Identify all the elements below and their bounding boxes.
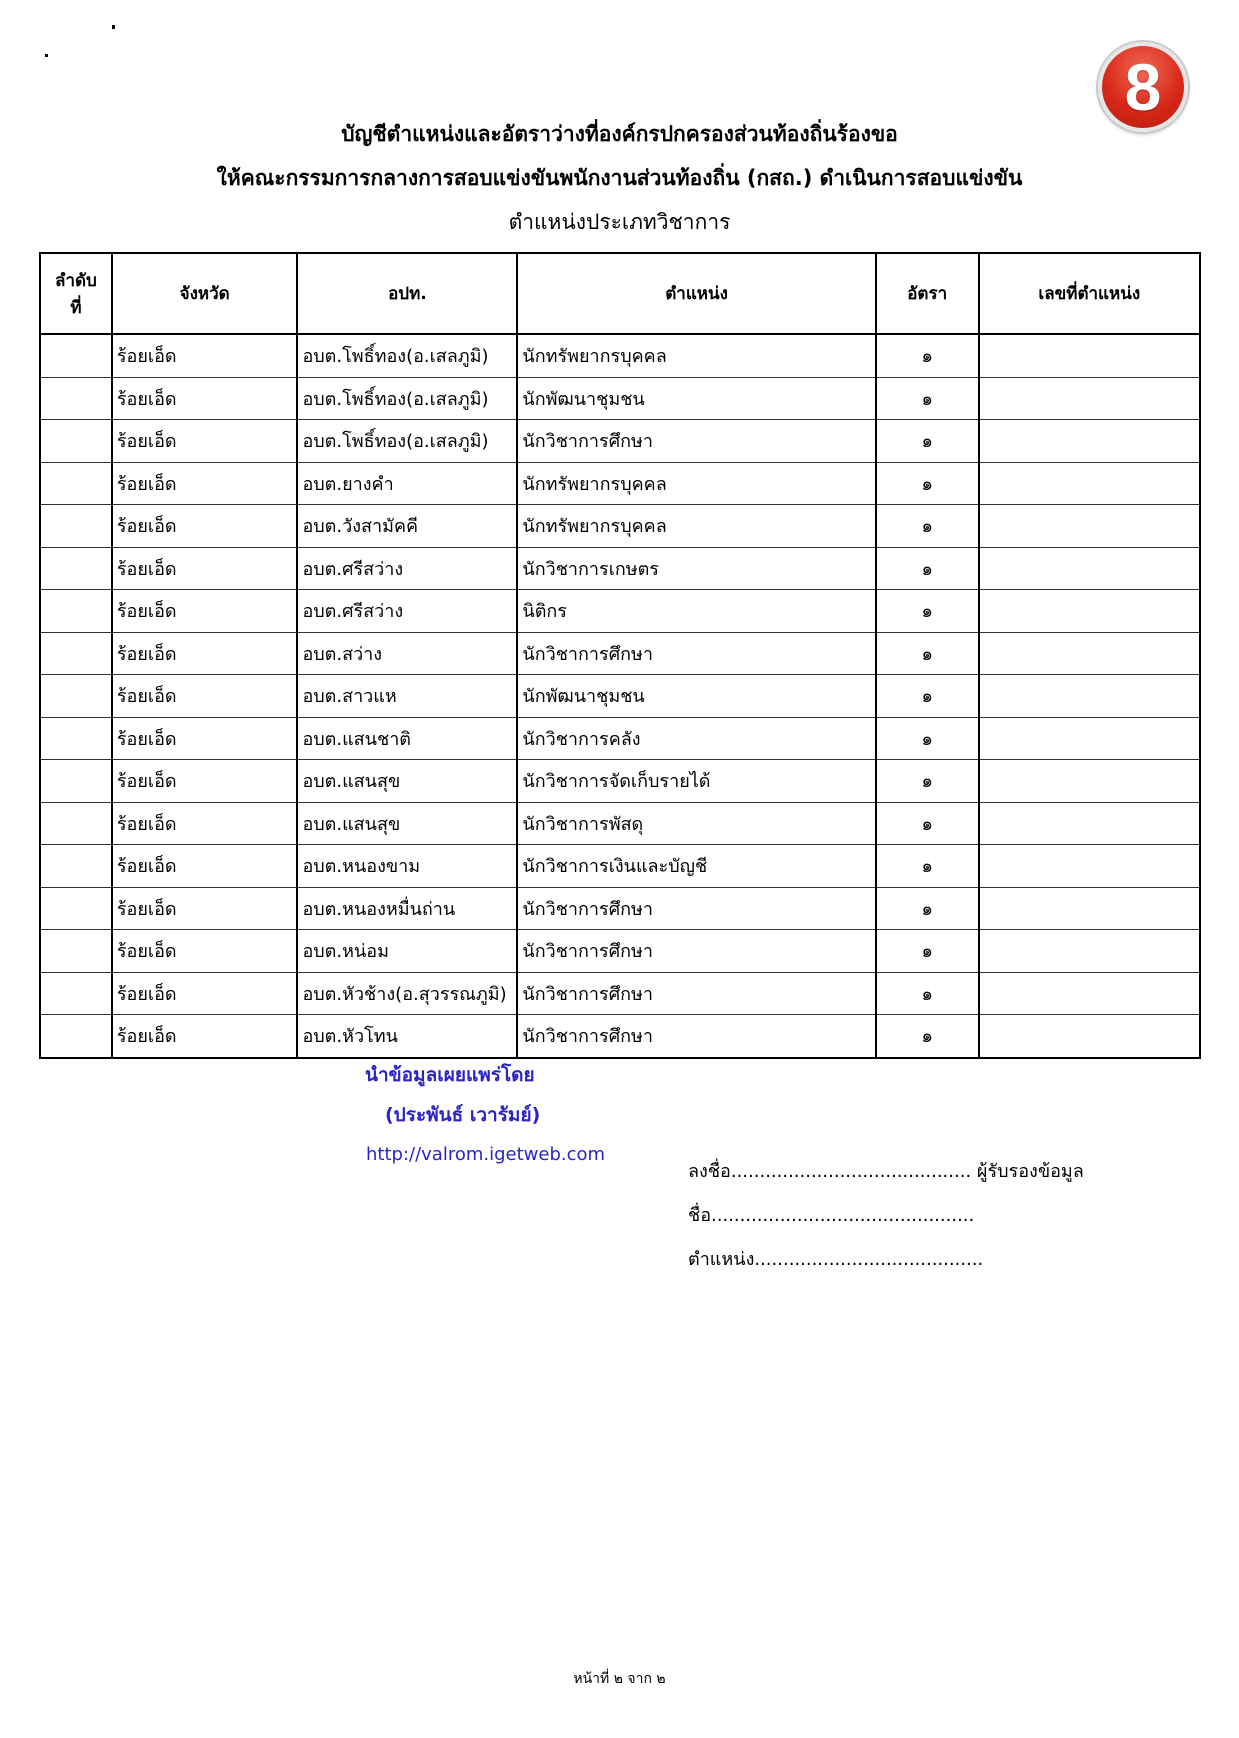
table-row [40, 760, 1200, 803]
cell-position: นักพัฒนาชุมชน [517, 377, 875, 420]
cell-no [40, 334, 112, 377]
cell-org: อบต.ศรีสว่าง [297, 547, 517, 590]
position-category: ตำแหน่งประเภทวิชาการ [508, 210, 731, 234]
cell-position-no [979, 802, 1200, 845]
cell-rate: ๑ [876, 717, 979, 760]
cell-province: ร้อยเอ็ด [112, 420, 298, 463]
cell-position: นักทรัพยากรบุคคล [517, 462, 875, 505]
cell-org: อบต.แสนสุข [297, 760, 517, 803]
cell-position-no [979, 1015, 1200, 1058]
cell-no [40, 377, 112, 420]
cell-province: ร้อยเอ็ด [112, 632, 298, 675]
cell-rate: ๑ [876, 930, 979, 973]
cell-province: ร้อยเอ็ด [112, 760, 298, 803]
document-title: บัญชีตำแหน่งและอัตราว่างที่องค์กรปกครองส่วนท้องถิ่นร้องขอ [341, 122, 898, 146]
table-row [40, 547, 1200, 590]
table-row [40, 717, 1200, 760]
cell-org: อบต.หัวช้าง(อ.สุวรรณภูมิ) [297, 972, 517, 1015]
cell-org: อบต.โพธิ์ทอง(อ.เสลภูมิ) [297, 420, 517, 463]
cell-no [40, 1015, 112, 1058]
cell-org: อบต.หนองขาม [297, 845, 517, 888]
cell-province: ร้อยเอ็ด [112, 377, 298, 420]
table-row [40, 420, 1200, 463]
cell-province: ร้อยเอ็ด [112, 972, 298, 1015]
cell-org: อบต.โพธิ์ทอง(อ.เสลภูมิ) [297, 377, 517, 420]
cell-position-no [979, 590, 1200, 633]
cell-position-no [979, 462, 1200, 505]
cell-rate: ๑ [876, 802, 979, 845]
vacancy-table [39, 252, 1201, 1059]
cell-rate: ๑ [876, 845, 979, 888]
cell-rate: ๑ [876, 420, 979, 463]
cell-no [40, 505, 112, 548]
cell-position-no [979, 760, 1200, 803]
sign-label: ลงชื่อ [688, 1161, 731, 1182]
cell-no [40, 462, 112, 505]
cell-position-no [979, 675, 1200, 718]
cell-rate: ๑ [876, 590, 979, 633]
cell-no [40, 717, 112, 760]
cell-province: ร้อยเอ็ด [112, 675, 298, 718]
cell-org: อบต.วังสามัคคี [297, 505, 517, 548]
table-row [40, 505, 1200, 548]
cell-org: อบต.หัวโทน [297, 1015, 517, 1058]
cell-no [40, 590, 112, 633]
table-row [40, 1015, 1200, 1058]
table-row [40, 632, 1200, 675]
position-label: ตำแหน่ง [688, 1249, 755, 1270]
cell-no [40, 802, 112, 845]
cell-position-no [979, 377, 1200, 420]
cell-province: ร้อยเอ็ด [112, 547, 298, 590]
cell-province: ร้อยเอ็ด [112, 717, 298, 760]
cell-no [40, 632, 112, 675]
cell-position: นักวิชาการศึกษา [517, 420, 875, 463]
cell-org: อบต.สว่าง [297, 632, 517, 675]
col-order-line2: ที่ [70, 297, 82, 318]
cell-position-no [979, 505, 1200, 548]
page-number: หน้าที่ ๒ จาก ๒ [573, 1671, 666, 1687]
col-org: อปท. [297, 253, 517, 334]
cell-org: อบต.แสนชาติ [297, 717, 517, 760]
signature-line [688, 1156, 1084, 1185]
col-order [40, 253, 112, 334]
certifier-label: ผู้รับรองข้อมูล [976, 1161, 1084, 1182]
cell-position: นักวิชาการศึกษา [517, 930, 875, 973]
cell-org: อบต.สาวแห [297, 675, 517, 718]
table-row [40, 462, 1200, 505]
cell-position: นักวิชาการศึกษา [517, 632, 875, 675]
table-row [40, 845, 1200, 888]
cell-position-no [979, 930, 1200, 973]
col-rate: อัตรา [876, 253, 979, 334]
cell-position-no [979, 972, 1200, 1015]
name-dots: .............................................. [711, 1205, 975, 1226]
logo-text: 8 [1124, 50, 1162, 124]
cell-org: อบต.ศรีสว่าง [297, 590, 517, 633]
cell-org: อบต.โพธิ์ทอง(อ.เสลภูมิ) [297, 334, 517, 377]
cell-position: นิติกร [517, 590, 875, 633]
cell-rate: ๑ [876, 462, 979, 505]
col-province: จังหวัด [112, 253, 298, 334]
cell-province: ร้อยเอ็ด [112, 1015, 298, 1058]
sign-dots: .......................................... [730, 1161, 972, 1182]
cell-no [40, 972, 112, 1015]
scan-speck [112, 25, 115, 29]
cell-no [40, 845, 112, 888]
publisher-url[interactable]: http://valrom.igetweb.com [366, 1144, 606, 1165]
cell-rate: ๑ [876, 632, 979, 675]
cell-rate: ๑ [876, 334, 979, 377]
cell-position: นักวิชาการศึกษา [517, 1015, 875, 1058]
cell-province: ร้อยเอ็ด [112, 505, 298, 548]
table-row [40, 675, 1200, 718]
document-subtitle: ให้คณะกรรมการกลางการสอบแข่งขันพนักงานส่วนท้องถิ่น (กสถ.) ดำเนินการสอบแข่งขัน [216, 166, 1023, 190]
col-order-line1: ลำดับ [55, 270, 97, 291]
position-dots: ........................................ [754, 1249, 984, 1270]
cell-no [40, 675, 112, 718]
cell-rate: ๑ [876, 675, 979, 718]
cell-position-no [979, 334, 1200, 377]
cell-no [40, 930, 112, 973]
name-line [688, 1200, 974, 1229]
cell-rate: ๑ [876, 505, 979, 548]
cell-rate: ๑ [876, 547, 979, 590]
cell-no [40, 887, 112, 930]
cell-province: ร้อยเอ็ด [112, 887, 298, 930]
cell-position: นักพัฒนาชุมชน [517, 675, 875, 718]
cell-rate: ๑ [876, 760, 979, 803]
cell-province: ร้อยเอ็ด [112, 845, 298, 888]
cell-org: อบต.แสนสุข [297, 802, 517, 845]
cell-province: ร้อยเอ็ด [112, 462, 298, 505]
position-line [688, 1244, 983, 1273]
table-row [40, 972, 1200, 1015]
publisher-name: (ประพันธ์ เวารัมย์) [385, 1104, 541, 1126]
cell-no [40, 420, 112, 463]
cell-position: นักวิชาการเงินและบัญชี [517, 845, 875, 888]
cell-province: ร้อยเอ็ด [112, 334, 298, 377]
cell-position: นักวิชาการพัสดุ [517, 802, 875, 845]
cell-position: นักวิชาการศึกษา [517, 972, 875, 1015]
cell-position: นักทรัพยากรบุคคล [517, 334, 875, 377]
table-row [40, 334, 1200, 377]
table-row [40, 377, 1200, 420]
name-label: ชื่อ [688, 1205, 712, 1226]
table-row [40, 802, 1200, 845]
cell-position: นักวิชาการจัดเก็บรายได้ [517, 760, 875, 803]
publisher-label: นำข้อมูลเผยแพร่โดย [365, 1064, 535, 1086]
cell-position: นักทรัพยากรบุคคล [517, 505, 875, 548]
table-row [40, 887, 1200, 930]
cell-position-no [979, 547, 1200, 590]
cell-position-no [979, 420, 1200, 463]
table-row [40, 930, 1200, 973]
cell-org: อบต.ยางคำ [297, 462, 517, 505]
cell-position: นักวิชาการศึกษา [517, 887, 875, 930]
cell-rate: ๑ [876, 887, 979, 930]
cell-no [40, 547, 112, 590]
col-position-no: เลขที่ตำแหน่ง [979, 253, 1200, 334]
cell-rate: ๑ [876, 972, 979, 1015]
col-position: ตำแหน่ง [517, 253, 875, 334]
cell-position-no [979, 845, 1200, 888]
cell-position-no [979, 632, 1200, 675]
cell-position: นักวิชาการเกษตร [517, 547, 875, 590]
cell-no [40, 760, 112, 803]
cell-position-no [979, 887, 1200, 930]
scan-speck [45, 54, 48, 57]
cell-province: ร้อยเอ็ด [112, 590, 298, 633]
cell-position: นักวิชาการคลัง [517, 717, 875, 760]
table-row [40, 590, 1200, 633]
cell-rate: ๑ [876, 1015, 979, 1058]
cell-province: ร้อยเอ็ด [112, 802, 298, 845]
cell-province: ร้อยเอ็ด [112, 930, 298, 973]
cell-position-no [979, 717, 1200, 760]
cell-org: อบต.หนองหมื่นถ่าน [297, 887, 517, 930]
cell-org: อบต.หน่อม [297, 930, 517, 973]
table-header-row [40, 253, 1200, 334]
cell-rate: ๑ [876, 377, 979, 420]
